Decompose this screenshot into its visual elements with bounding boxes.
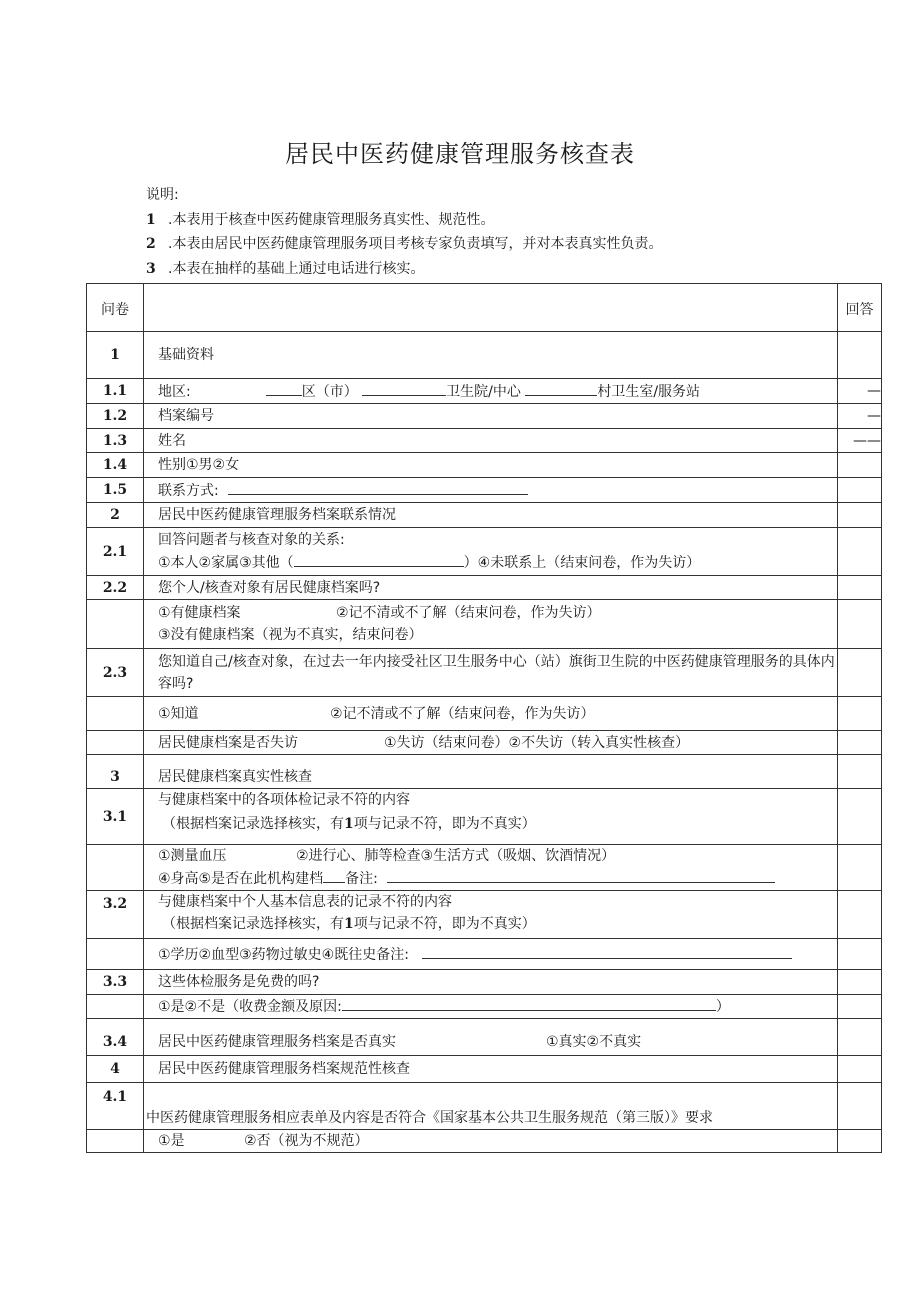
table-row: 4 居民中医药健康管理服务档案规范性核查 [87,1056,882,1083]
table-row: 1.4 性别①男②女 [87,453,882,478]
table-row: 2 居民中医药健康管理服务档案联系情况 [87,503,882,528]
table-row: 2.2 您个人/核查对象有居民健康档案吗? [87,576,882,600]
table-row: ①知道 ②记不清或不了解（结束问卷，作为失访） [87,697,882,731]
table-row: 3.3 这些体检服务是免费的吗? [87,970,882,995]
table-row: 3 居民健康档案真实性核查 [87,755,882,789]
table-row: ①学历②血型③药物过敏史④既往史备注: [87,939,882,970]
township-blank[interactable] [362,380,446,396]
table-row: 2.3 您知道自己/核查对象，在过去一年内接受社区卫生服务中心（站）旗街卫生院的中医药健康管理服务的具体内容吗? [87,649,882,697]
table-row: 2.1 回答问题者与核查对象的关系: ①本人②家属③其他（ ）④未联系上（结束问卷，作为失访） [87,528,882,576]
header-answer: 回答 [838,284,882,332]
table-header [87,284,882,332]
header-questionnaire: 问卷 [87,284,144,332]
table-row: 1.3 姓名 —— [87,429,882,453]
table-row: 1.5 联系方式: [87,478,882,503]
table-row: ①测量血压 ②进行心、肺等检查③生活方式（吸烟、饮酒情况） ④身高⑤是否在此机构建档 备注: [87,845,882,891]
instruction-item: 1 .本表用于核查中医药健康管理服务真实性、规范性。 [146,211,495,228]
table-row: ①是②不是（收费金额及原因: ） [87,995,882,1019]
instruction-item: 3 .本表在抽样的基础上通过电话进行核实。 [146,260,425,277]
remarks-blank[interactable] [422,943,792,959]
table-row: ①有健康档案 ②记不清或不了解（结束问卷，作为失访） ③没有健康档案（视为不真实，结束问卷） [87,600,882,649]
instructions-label: 说明: [146,187,179,203]
instruction-item: 2 .本表由居民中医药健康管理服务项目考核专家负责填写，并对本表真实性负责。 [146,236,663,252]
other-relation-blank[interactable] [294,551,464,567]
table-row: 3.2 与健康档案中个人基本信息表的记录不符的内容 （根据档案记录选择核实，有1项与记录不符，即为不真实） [87,891,882,939]
table-row: 4.1 中医药健康管理服务相应表单及内容是否符合《国家基本公共卫生服务规范（第三版）》要求 [87,1083,882,1130]
village-blank[interactable] [525,380,597,396]
table-row: ①是 ②否（视为不规范） [87,1130,882,1153]
remarks-blank[interactable] [387,867,775,883]
checklist-table [86,283,882,1153]
instructions [146,183,662,281]
table-row: 3.1 与健康档案中的各项体检记录不符的内容 （根据档案记录选择核实，有1项与记录不符，即为不真实） [87,789,882,845]
district-blank[interactable] [266,380,302,396]
fee-reason-blank[interactable] [342,995,716,1011]
page-title: 居民中医药健康管理服务核查表 [285,140,635,168]
table-row: 1.1 地区: 区（市） 卫生院/中心 村卫生室/服务站 — [87,379,882,404]
table-row: 居民健康档案是否失访 ①失访（结束问卷）②不失访（转入真实性核查） [87,731,882,755]
table-row: 1 基础资料 [87,332,882,379]
table-row: 3.4 居民中医药健康管理服务档案是否真实 ①真实②不真实 [87,1019,882,1056]
table-row: 1.2 档案编号 — [87,404,882,429]
contact-blank[interactable] [228,479,528,495]
